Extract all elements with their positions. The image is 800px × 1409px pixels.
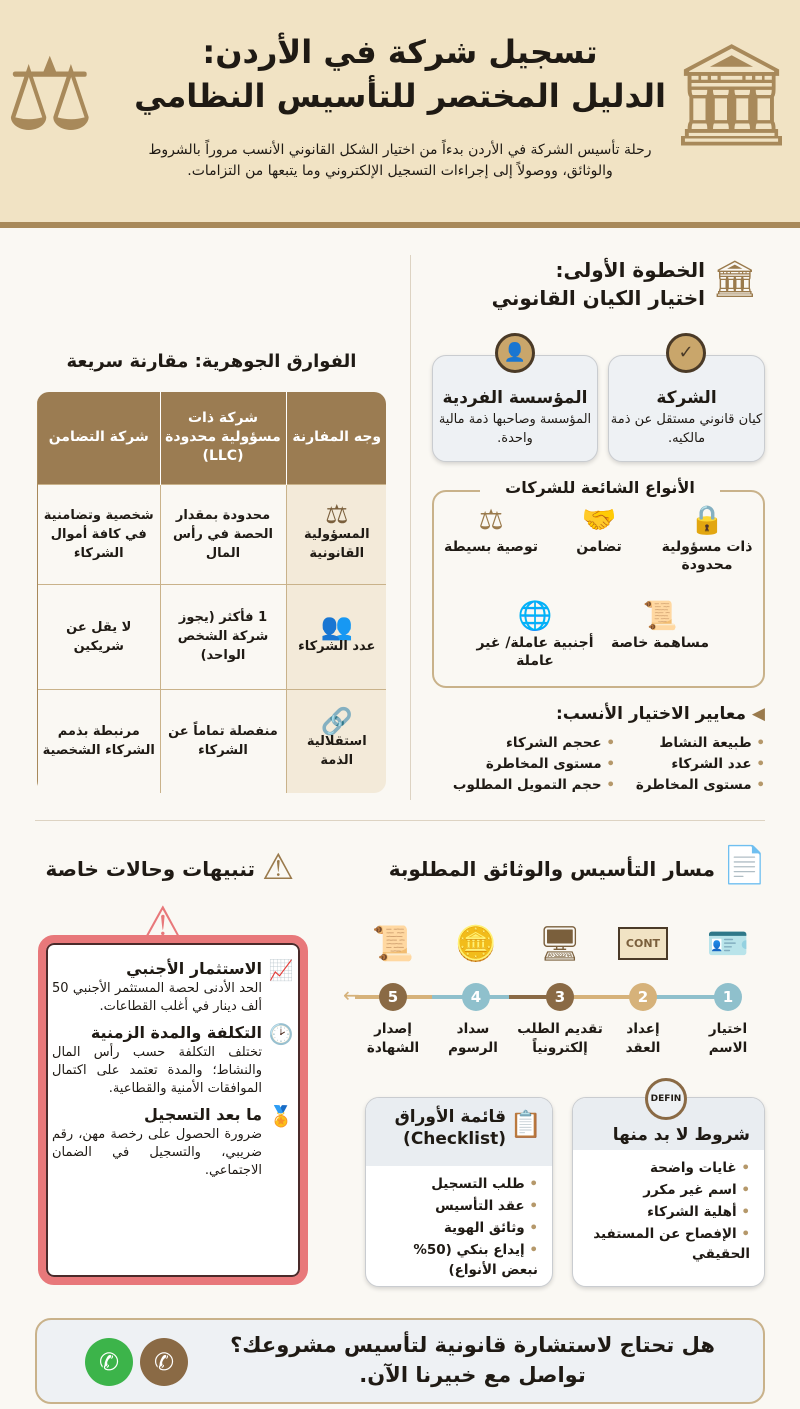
cta-line2: تواصل مع خبيرنا الآن. (359, 1363, 586, 1387)
step-2-circle: 2 (629, 983, 657, 1011)
partnership-cell: مرنبطة بذمم الشركاء الشخصية (37, 689, 160, 794)
criteria-col2 (420, 733, 615, 796)
criteria-item: • مستوى المخاطرة (486, 756, 615, 772)
certificate-icon: 📜 (371, 924, 415, 964)
step-1-circle: 1 (714, 983, 742, 1011)
money-growth-icon: 📈 (268, 958, 294, 982)
contract-pen-icon (613, 918, 673, 970)
step-2-label: إعداد العقد (625, 1021, 661, 1056)
type-private-shareholding (605, 598, 715, 652)
aspect-cell (286, 689, 388, 794)
id-card-check-icon: 🪪 (706, 924, 750, 964)
process-title: مسار التأسيس والوثائق المطلوبة (388, 857, 715, 881)
shield-check-icon: ✓ (666, 333, 706, 373)
step1-title-line2: اختيار الكيان القانوني (491, 286, 705, 310)
step1-title-line1: الخطوة الأولى: (555, 258, 705, 282)
column-divider (410, 255, 411, 800)
cta-text (200, 1330, 745, 1390)
checklist-card (365, 1097, 553, 1287)
type-label: تضامن (576, 539, 622, 555)
lock-group-icon: 🔒 (689, 503, 725, 536)
header-aspect: وجه المفارنة (286, 391, 388, 484)
table-row (37, 584, 388, 689)
condition-item: • اسم غير مكرر (587, 1180, 750, 1200)
magnifier-icon (645, 1078, 687, 1120)
chain-link-icon: 🔗 (320, 706, 353, 737)
checklist-item: • عقد التأسيس (380, 1196, 538, 1216)
conditions-title: شروط لا بد منها (612, 1125, 750, 1145)
type-limited-partnership (436, 502, 546, 556)
warning-item-text: تختلف التكلفة حسب رأس المال والنشاط؛ والمدة تعتمد على اكتمال الموافقات الأمنية والقطاعية. (52, 1045, 262, 1096)
llc-cell: منفصلة تماماً عن الشركاء (160, 689, 286, 794)
header-partnership: شركة التضامن (37, 391, 160, 484)
warning-item-title: ما بعد التسجيل (144, 1105, 262, 1124)
aspect-cell (286, 484, 388, 584)
phone-button[interactable]: ✆ (140, 1338, 188, 1386)
step-5-circle: 5 (379, 983, 407, 1011)
checklist-item: • طلب التسجيل (380, 1174, 538, 1194)
header-llc: شركة ذات مسؤولية محدودة (LLC) (160, 391, 286, 484)
condition-item: • أهلية الشركاء (587, 1202, 750, 1222)
warning-item-text: الحد الأدنى لحصة المستثمر الأجنبي 50 ألف دينار في أغلب القطاعات. (52, 981, 262, 1014)
step-3-circle: 3 (546, 983, 574, 1011)
title-line-2: الدليل المختصر للتأسيس النظامي (134, 77, 666, 115)
card-sole-title: المؤسسة الفردية (442, 388, 588, 408)
triangle-bullet-icon: ◀ (746, 704, 765, 724)
type-foreign (470, 598, 600, 670)
aspect-label: عدد الشركاء (298, 638, 376, 654)
whatsapp-button[interactable]: ✆ (85, 1338, 133, 1386)
document-clock-icon: 📄 (722, 845, 767, 886)
warning-item (52, 1022, 296, 1098)
criteria-item: • طبيعة النشاط (659, 735, 765, 751)
step-4-label: سداد الرسوم (448, 1021, 498, 1056)
computer-upload-icon: 🖥 (538, 924, 582, 964)
clock-coin-icon: 🕑 (268, 1022, 294, 1046)
criteria-item: • مستوى المخاطرة (636, 777, 765, 793)
type-label: توصية بسيطة (444, 539, 538, 555)
llc-cell: 1 فأكثر (يجوز شركة الشخص الواحد) (160, 584, 286, 689)
scales-icon: ⚖ (325, 499, 349, 530)
warning-item (52, 958, 296, 1016)
courthouse-icon: 🏛 (668, 36, 795, 153)
card-sole-text: المؤسسة وصاحبها ذمة مالية واحدة. (438, 412, 592, 446)
comparison-title: الفوارق الجوهرية: مقارنة سريعة (66, 351, 357, 372)
criteria-item: • عدد الشركاء (671, 756, 765, 772)
card-company-text: كيان قانوني مستقل عن ذمة مالكيه. (610, 412, 763, 446)
warning-item (52, 1104, 296, 1180)
warning-item-title: التكلفة والمدة الزمنية (90, 1023, 262, 1042)
scales-icon: ⚖ (5, 36, 95, 153)
step-3-label: تقديم الطلب إلكترونياً (517, 1021, 603, 1056)
partnership-cell: شخصية وتضامنية في كافة أموال الشركاء (37, 484, 160, 584)
globe-briefcase-icon: 🌐 (517, 599, 553, 632)
aspect-label: استقلالية الذمة (306, 733, 367, 768)
contract-icon-text: CONT (618, 927, 668, 960)
table-header-row (37, 391, 388, 484)
certificate-icon: 📜 (642, 599, 678, 632)
page-title (120, 30, 680, 118)
company-types-title: الأنواع الشائعة للشركات (480, 478, 720, 497)
table-row (37, 484, 388, 584)
type-label: مساهمة خاصة (611, 635, 709, 651)
type-partnership (544, 502, 654, 556)
title-line-1: تسجيل شركة في الأردن: (202, 33, 598, 71)
warnings-title: تنبيهات وحالات خاصة (45, 857, 255, 881)
step-1-label: اختيار الاسم (708, 1021, 748, 1056)
handshake-icon: 🤝 (581, 503, 617, 536)
checklist-item: • إيداع بنكي (50% نبعض الأنواع) (380, 1240, 538, 1280)
clipboard-checklist-icon: 📋 (509, 1110, 542, 1140)
cta-line1: هل تحتاج لاستشارة قانونية لتأسيس مشروعك؟ (230, 1333, 715, 1357)
step-4-circle: 4 (462, 983, 490, 1011)
checklist-item: • وثائق الهوية (380, 1218, 538, 1238)
type-label: ذات مسؤولية محدودة (661, 539, 753, 573)
page-subtitle: رحلة تأسيس الشركة في الأردن بدءاً من اختيار الشكل القانوني الأنسب مروراً بالشروط والوثائق، ووصولاً إلى إجراءات التسجيل الإلكتروني وما يتبعها من التزامات. (148, 142, 652, 179)
timeline-arrow-icon: ← (343, 983, 360, 1007)
table-row (37, 689, 388, 794)
criteria-item: • حجم التمويل المطلوب (453, 777, 615, 793)
hand-coins-icon: 🪙 (454, 924, 498, 964)
warning-item-title: الاستثمار الأجنبي (126, 959, 262, 978)
user-avatar-icon: 👤 (495, 333, 535, 373)
criteria-item: • عحجم الشركاء (506, 735, 615, 751)
criteria-title-text: معايير الاختيار الأنسب: (556, 704, 746, 724)
partnership-cell: لا يقل عن شريكين (37, 584, 160, 689)
criteria-title (450, 704, 765, 724)
warning-triangle-icon: ⚠ (262, 847, 295, 888)
conditions-card (572, 1097, 765, 1287)
warnings-list (52, 958, 296, 1180)
aspect-label: المسؤولية القانونية (303, 526, 370, 561)
type-label: أجنبية عاملة/ غير عاملة (476, 635, 594, 669)
criteria-col1 (625, 733, 765, 796)
scales-icon: ⚖ (478, 503, 504, 536)
warning-item-text: ضرورة الحصول على رخصة مهن، رقم ضريبي، والتسجيل في الضمان الاجتماعي. (52, 1127, 262, 1178)
condition-item: • غايات واضحة (587, 1158, 750, 1178)
people-group-icon: 👥 (320, 611, 353, 642)
condition-item: • الإفصاح عن المستفيد الحقيقي (587, 1224, 750, 1264)
checklist-title: قائمة الأوراق (Checklist) (394, 1107, 506, 1149)
warning-triangle-icon: ⚠ (142, 896, 184, 950)
section-divider (35, 820, 765, 821)
step1-title (420, 256, 705, 312)
llc-cell: محدودة بمقدار الحصة في رأس المال (160, 484, 286, 584)
courthouse-gavel-icon: 🏛 (712, 259, 758, 300)
type-llc (652, 502, 762, 574)
aspect-cell (286, 584, 388, 689)
step-5-label: إصدار الشهادة (366, 1021, 420, 1056)
comparison-table (35, 390, 388, 795)
magnifier-icon-text: DEFIN (650, 1094, 682, 1104)
license-badge-icon: 🏅 (268, 1104, 294, 1128)
card-company-title: الشركة (656, 388, 717, 408)
